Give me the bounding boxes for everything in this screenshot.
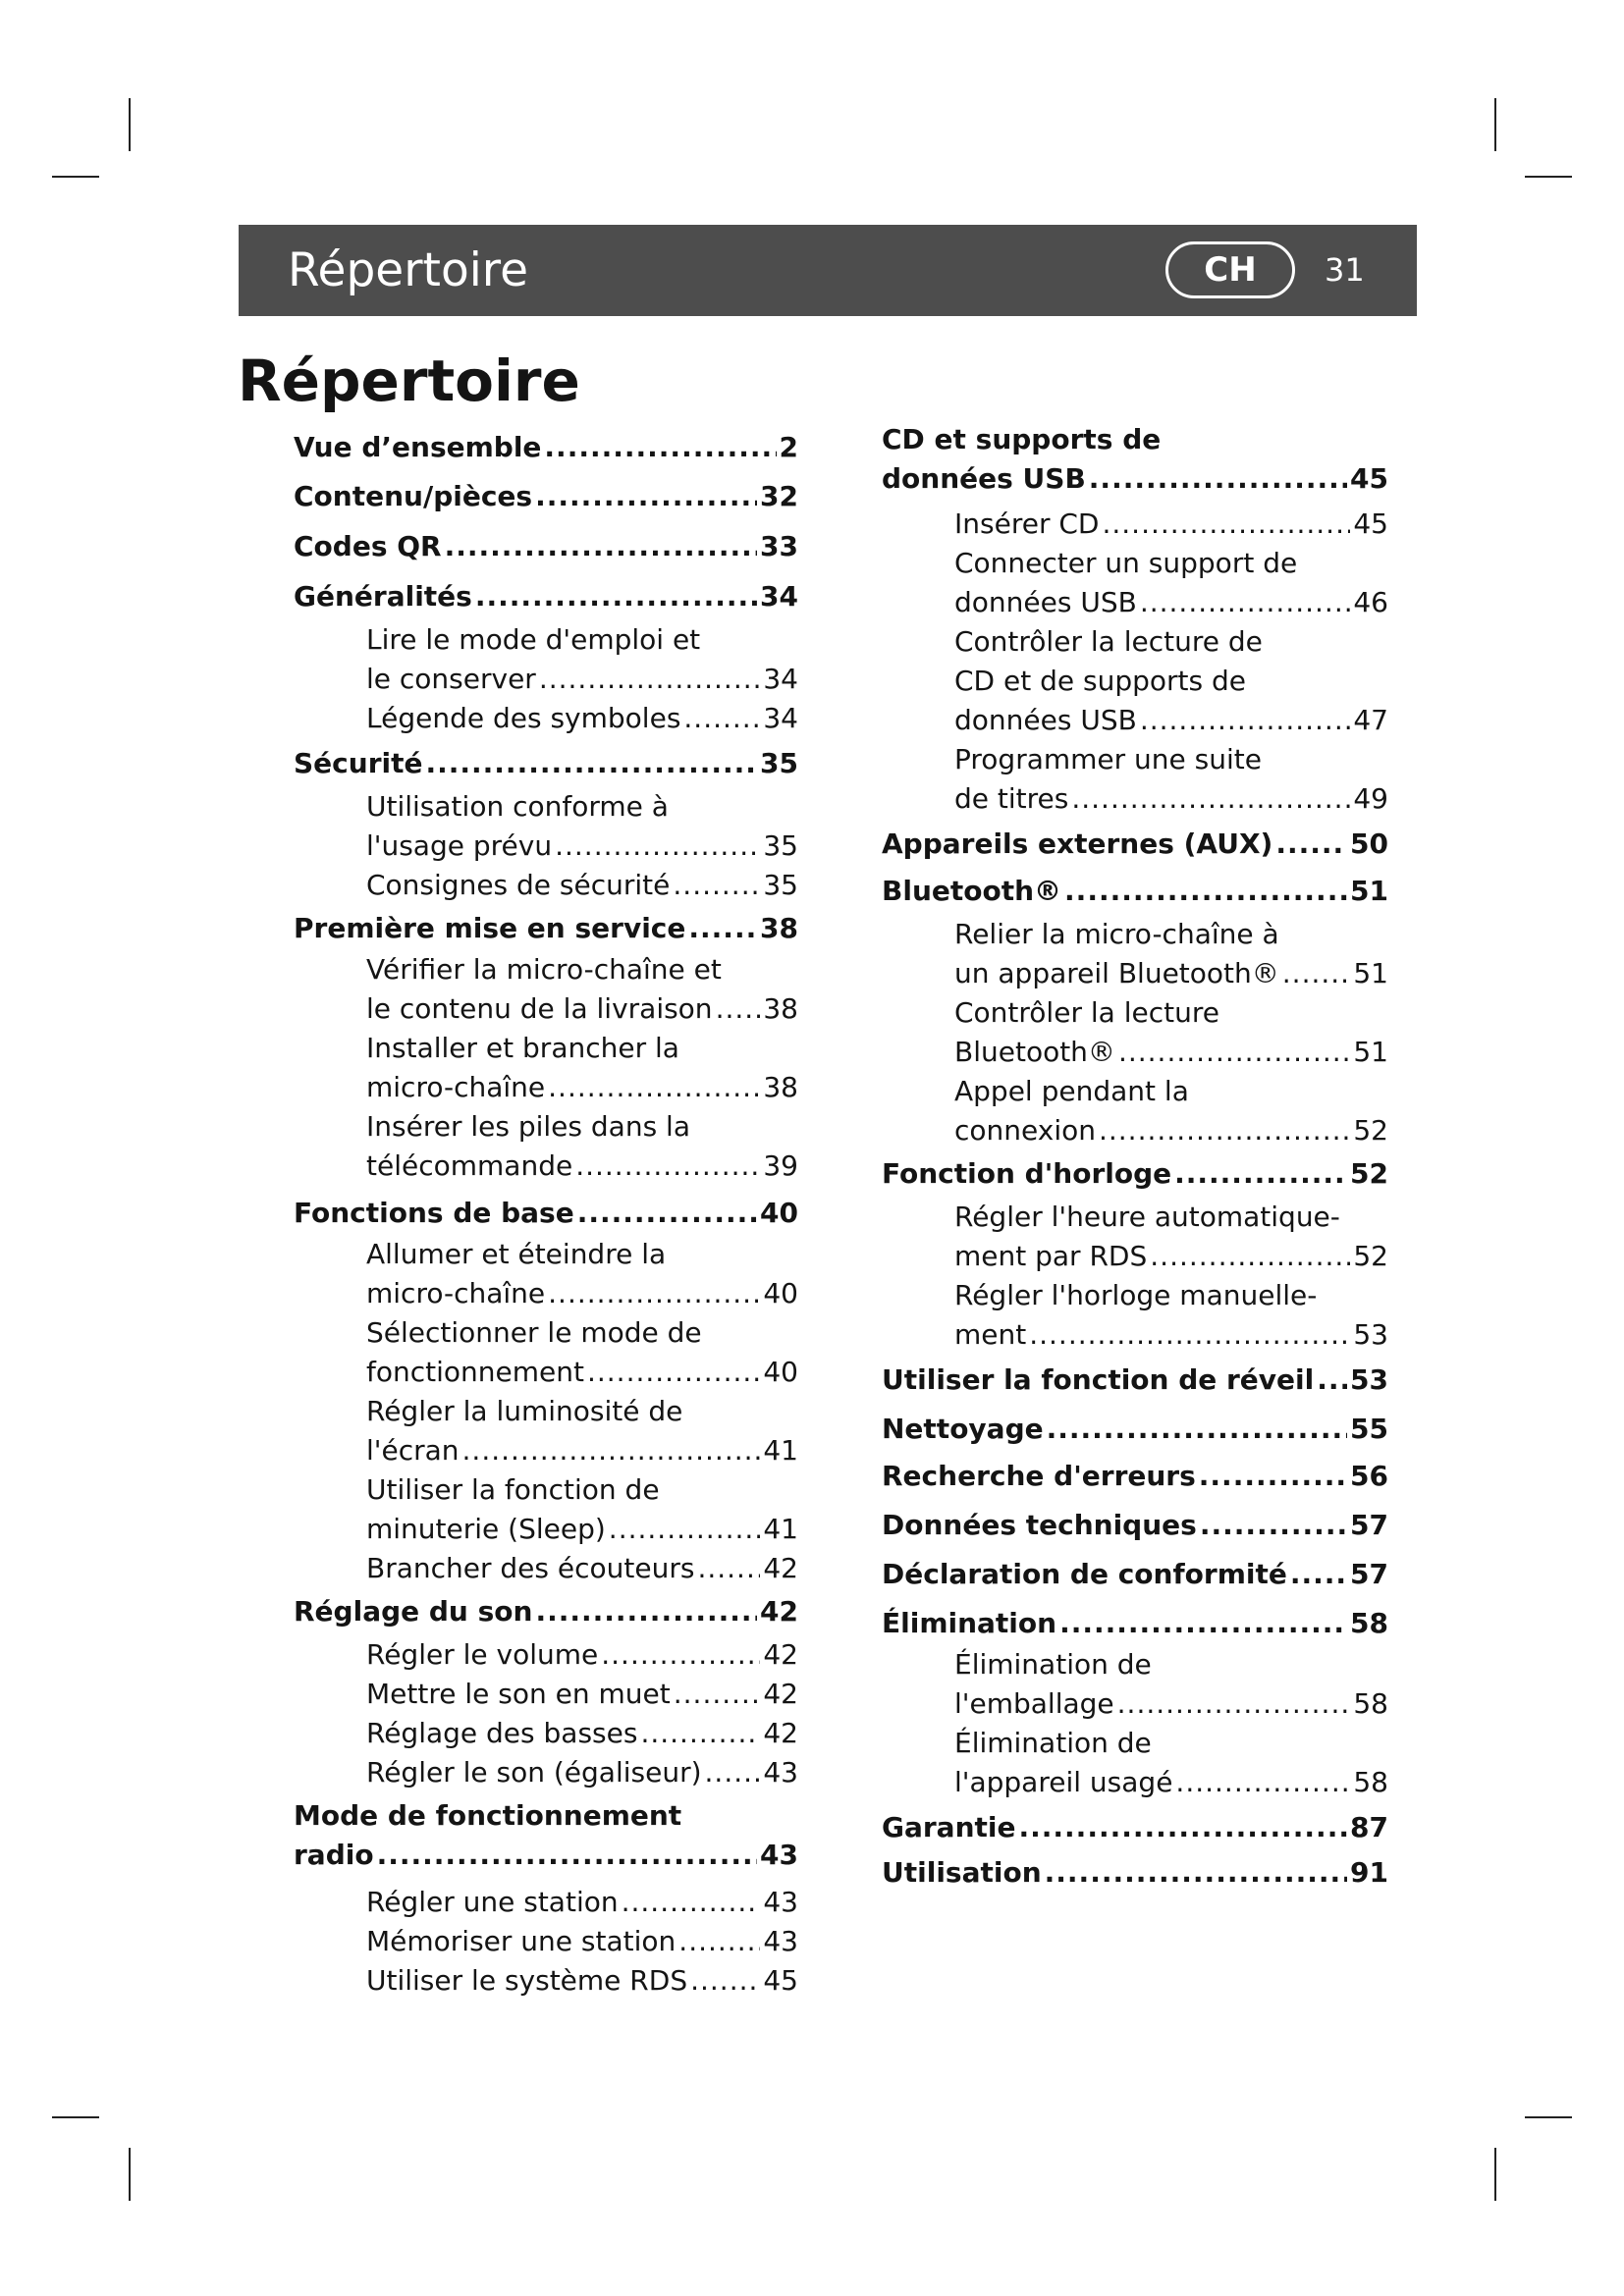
toc-subentry-son-muet[interactable]: Mettre le son en muet ..... 42 <box>366 1678 798 1717</box>
toc-subentry-inserer-cd[interactable]: Insérer CD ..... 45 <box>954 507 1388 547</box>
toc-entry-bluetooth[interactable]: Bluetooth® ..... 51 <box>882 875 1388 914</box>
toc-subentry-lecture-bluetooth[interactable]: Bluetooth® ..... 51 <box>954 1036 1388 1075</box>
crop-mark <box>1494 98 1496 151</box>
toc-entry-fonctions-base[interactable]: Fonctions de base ..... 40 <box>294 1197 798 1236</box>
toc-subentry-allumer-eteindre[interactable]: micro-chaîne ..... 40 <box>366 1277 798 1316</box>
toc-entry-nettoyage[interactable]: Nettoyage ..... 55 <box>882 1413 1388 1452</box>
toc-subentry-line: CD et de supports de <box>954 665 1247 697</box>
toc-subentry-line: Contrôler la lecture de <box>954 625 1263 658</box>
toc-subentry-line: Élimination de <box>954 1648 1152 1681</box>
toc-entry-reglage-son[interactable]: Réglage du son ..... 42 <box>294 1595 798 1634</box>
toc-entry-utilisation[interactable]: Utilisation ..... 91 <box>882 1856 1388 1896</box>
toc-subentry-line: Appel pendant la <box>954 1075 1189 1107</box>
toc-subentry-line: Installer et brancher la <box>366 1032 679 1064</box>
toc-subentry-minuterie[interactable]: minuterie (Sleep) ..... 41 <box>366 1513 798 1552</box>
toc-entry-vue-ensemble[interactable]: Vue d’ensemble ..... 2 <box>294 431 798 470</box>
crop-mark <box>52 176 99 178</box>
toc-subentry-line: Vérifier la micro-chaîne et <box>366 953 722 986</box>
toc-subentry-line: Utilisation conforme à <box>366 790 669 823</box>
toc-entry-contenu-pieces[interactable]: Contenu/pièces ..... 32 <box>294 480 798 519</box>
toc-subentry-regler-station[interactable]: Régler une station ..... 43 <box>366 1886 798 1925</box>
toc-entry-elimination[interactable]: Élimination ..... 58 <box>882 1607 1388 1646</box>
toc-subentry-line: Insérer les piles dans la <box>366 1110 690 1143</box>
toc-entry-mode-radio[interactable]: radio ..... 43 <box>294 1839 798 1878</box>
toc-subentry-elimination-emballage[interactable]: l'emballage ..... 58 <box>954 1687 1388 1727</box>
toc-subentry-elimination-appareil[interactable]: l'appareil usagé ..... 58 <box>954 1766 1388 1805</box>
toc-subentry-inserer-piles[interactable]: télécommande ..... 39 <box>366 1149 798 1189</box>
toc-subentry-brancher-ecouteurs[interactable]: Brancher des écouteurs ..... 42 <box>366 1552 798 1591</box>
page-title: Répertoire <box>238 347 580 414</box>
toc-entry-declaration-conformite[interactable]: Déclaration de conformité ..... 57 <box>882 1558 1388 1597</box>
toc-entry-securite[interactable]: Sécurité ..... 35 <box>294 747 798 786</box>
crop-mark <box>1494 2148 1496 2201</box>
toc-subentry-line: Relier la micro-chaîne à <box>954 918 1279 950</box>
toc-entry-fonction-horloge[interactable]: Fonction d'horloge ..... 52 <box>882 1157 1388 1197</box>
toc-subentry-appel-connexion[interactable]: connexion ..... 52 <box>954 1114 1388 1153</box>
toc-entry-recherche-erreurs[interactable]: Recherche d'erreurs ..... 56 <box>882 1460 1388 1499</box>
toc-subentry-utilisation-conforme[interactable]: l'usage prévu ..... 35 <box>366 829 798 869</box>
toc-subentry-line: Élimination de <box>954 1727 1152 1759</box>
toc-entry-premiere-mise-service[interactable]: Première mise en service ..... 38 <box>294 912 798 951</box>
toc-subentry-systeme-rds[interactable]: Utiliser le système RDS ..... 45 <box>366 1964 798 2003</box>
toc-entry-cd-usb[interactable]: données USB ..... 45 <box>882 462 1388 502</box>
toc-subentry-verifier-micro-chaine[interactable]: le contenu de la livraison ..... 38 <box>366 992 798 1032</box>
header-band <box>239 225 1417 316</box>
header-page-number: 31 <box>1325 251 1365 289</box>
toc-subentry-line: Sélectionner le mode de <box>366 1316 702 1349</box>
toc-subentry-connecter-usb[interactable]: données USB ..... 46 <box>954 586 1388 625</box>
crop-mark <box>52 2116 99 2118</box>
toc-subentry-line: Programmer une suite <box>954 743 1262 775</box>
toc-entry-codes-qr[interactable]: Codes QR ..... 33 <box>294 530 798 569</box>
toc-subentry-line: Contrôler la lecture <box>954 996 1219 1029</box>
toc-subentry-line: Régler la luminosité de <box>366 1395 683 1427</box>
toc-subentry-egaliseur[interactable]: Régler le son (égaliseur) ..... 43 <box>366 1756 798 1795</box>
toc-subentry-luminosite-ecran[interactable]: l'écran ..... 41 <box>366 1434 798 1473</box>
toc-subentry-legende-symboles[interactable]: Légende des symboles ..... 34 <box>366 702 798 741</box>
toc-entry-line: CD et supports de <box>882 423 1162 455</box>
toc-entry-garantie[interactable]: Garantie ..... 87 <box>882 1811 1388 1850</box>
crop-mark <box>1525 2116 1572 2118</box>
toc-subentry-installer-brancher[interactable]: micro-chaîne ..... 38 <box>366 1071 798 1110</box>
toc-entry-appareils-externes[interactable]: Appareils externes (AUX) ..... 50 <box>882 828 1388 867</box>
toc-subentry-programmer-titres[interactable]: de titres ..... 49 <box>954 782 1388 822</box>
toc-subentry-heure-rds[interactable]: ment par RDS ..... 52 <box>954 1240 1388 1279</box>
toc-subentry-line: Régler l'heure automatique- <box>954 1201 1340 1233</box>
toc-subentry-consignes-securite[interactable]: Consignes de sécurité ..... 35 <box>366 869 798 908</box>
toc-subentry-line: Utiliser la fonction de <box>366 1473 660 1506</box>
toc-subentry-line: Lire le mode d'emploi et <box>366 623 701 656</box>
toc-subentry-line: Connecter un support de <box>954 547 1298 579</box>
toc-entry-donnees-techniques[interactable]: Données techniques ..... 57 <box>882 1509 1388 1548</box>
toc-subentry-lire-mode-emploi[interactable]: le conserver ..... 34 <box>366 663 798 702</box>
toc-subentry-regler-volume[interactable]: Régler le volume ..... 42 <box>366 1638 798 1678</box>
toc-subentry-reglage-basses[interactable]: Réglage des basses ..... 42 <box>366 1717 798 1756</box>
crop-mark <box>129 98 131 151</box>
toc-subentry-horloge-manuelle[interactable]: ment ..... 53 <box>954 1318 1388 1358</box>
toc-entry-line: Mode de fonctionnement <box>294 1799 682 1832</box>
toc-subentry-line: Régler l'horloge manuelle- <box>954 1279 1318 1311</box>
language-badge: CH <box>1165 241 1295 298</box>
toc-subentry-relier-bluetooth[interactable]: un appareil Bluetooth® ..... 51 <box>954 957 1388 996</box>
crop-mark <box>129 2148 131 2201</box>
toc-subentry-controler-lecture-cd[interactable]: données USB ..... 47 <box>954 704 1388 743</box>
header-title: Répertoire <box>288 243 528 297</box>
toc-entry-fonction-reveil[interactable]: Utiliser la fonction de réveil ..... 53 <box>882 1363 1388 1403</box>
crop-mark <box>1525 176 1572 178</box>
toc-subentry-line: Allumer et éteindre la <box>366 1238 667 1270</box>
toc-subentry-selectionner-mode[interactable]: fonctionnement ..... 40 <box>366 1356 798 1395</box>
toc-entry-generalites[interactable]: Généralités ..... 34 <box>294 580 798 619</box>
toc-subentry-memoriser-station[interactable]: Mémoriser une station ..... 43 <box>366 1925 798 1964</box>
